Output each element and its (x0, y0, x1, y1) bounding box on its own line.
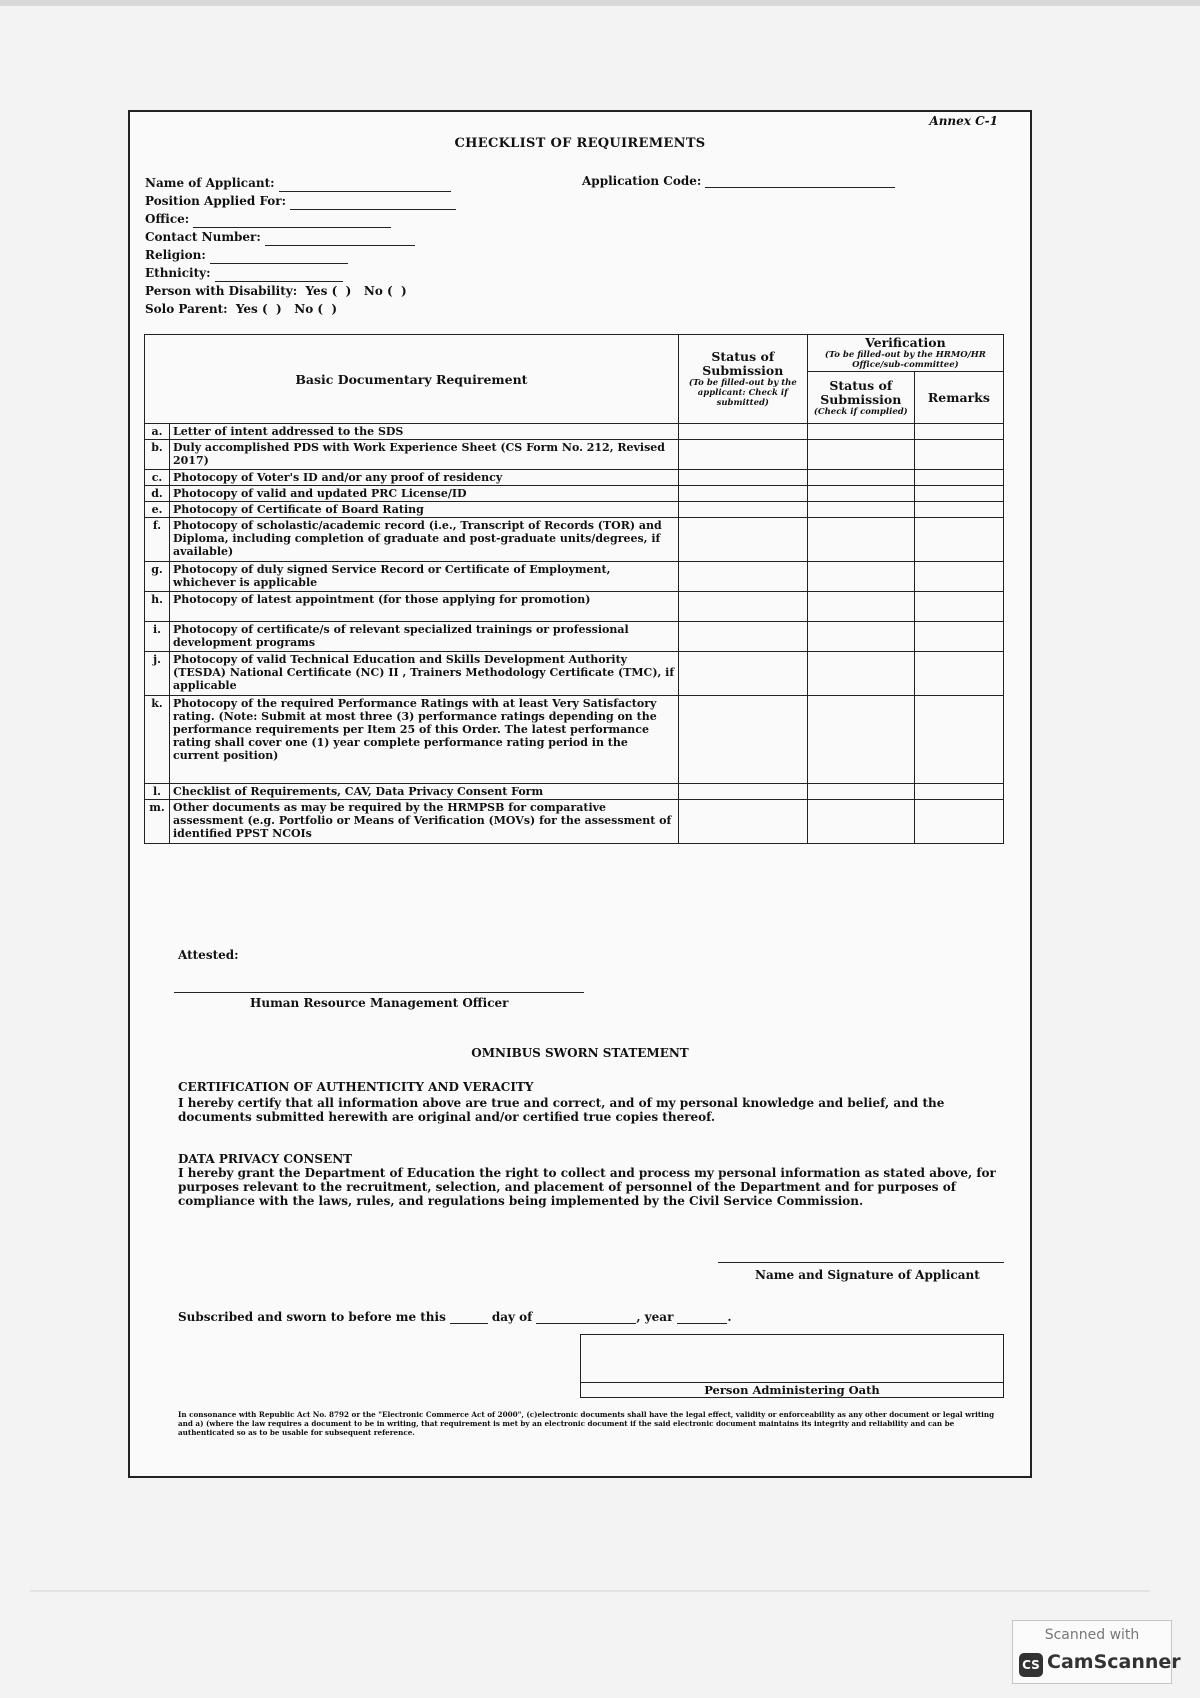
remarks-cell[interactable] (914, 696, 1003, 784)
col-remarks: Remarks (914, 372, 1003, 424)
row-letter: d. (145, 486, 170, 502)
status-cell[interactable] (678, 518, 807, 562)
row-requirement: Checklist of Requirements, CAV, Data Privacy Consent Form (170, 784, 679, 800)
verification-status-cell[interactable] (807, 696, 914, 784)
field-name (145, 174, 456, 192)
scan-edge-bottom (30, 1590, 1150, 1592)
remarks-cell[interactable] (914, 622, 1003, 652)
remarks-cell[interactable] (914, 784, 1003, 800)
status-cell[interactable] (678, 440, 807, 470)
verification-status-cell[interactable] (807, 652, 914, 696)
ethnicity-input[interactable] (215, 269, 343, 282)
remarks-cell[interactable] (914, 486, 1003, 502)
remarks-cell[interactable] (914, 592, 1003, 622)
requirements-table (144, 334, 1004, 844)
col-verification-label: Verification (865, 335, 946, 350)
row-requirement: Photocopy of Certificate of Board Rating (170, 502, 679, 518)
sworn-month-input[interactable] (536, 1311, 636, 1324)
row-letter: m. (145, 800, 170, 844)
row-letter: a. (145, 424, 170, 440)
col-status (678, 335, 807, 424)
row-letter: l. (145, 784, 170, 800)
row-requirement: Photocopy of certificate/s of relevant specialized trainings or professional development programs (170, 622, 679, 652)
table-row (145, 592, 1004, 622)
field-religion (145, 246, 456, 264)
table-row (145, 486, 1004, 502)
field-ethnicity-label: Ethnicity: (145, 266, 211, 280)
field-position (145, 192, 456, 210)
remarks-cell[interactable] (914, 518, 1003, 562)
table-row (145, 502, 1004, 518)
sworn-end: . (727, 1310, 732, 1324)
status-cell[interactable] (678, 622, 807, 652)
row-requirement: Photocopy of valid Technical Education and Skills Development Authority (TESDA) National Certificate (NC) II , Trainers Methodology Certificate (TMC), if applicable (170, 652, 679, 696)
row-letter: c. (145, 470, 170, 486)
watermark-brand: CamScanner (1047, 1651, 1181, 1673)
certification-text: I hereby certify that all information above are true and correct, and of my personal knowledge and belief, and the documents submitted herewith are original and/or certified true copies thereof. (178, 1096, 945, 1124)
field-office-label: Office: (145, 212, 190, 226)
omnibus-title: OMNIBUS SWORN STATEMENT (471, 1046, 689, 1060)
row-requirement: Photocopy of latest appointment (for those applying for promotion) (170, 592, 679, 622)
status-cell[interactable] (678, 424, 807, 440)
table-row (145, 800, 1004, 844)
row-requirement: Duly accomplished PDS with Work Experience Sheet (CS Form No. 212, Revised 2017) (170, 440, 679, 470)
legal-fine-print: In consonance with Republic Act No. 8792 or the "Electronic Commerce Act of 2000", (c)electronic documents shall have the legal effect, validity or enforceability as any other document or legal writing and a) (where the law requires a document to be in writing, that requirement is met by an electronic document if the said electronic document maintains its integrity and reliability and can be authenticated so as to be usable for subsequent reference. (178, 1410, 995, 1437)
application-code-label: Application Code: (582, 174, 702, 188)
row-letter: f. (145, 518, 170, 562)
row-requirement: Photocopy of duly signed Service Record or Certificate of Employment, whichever is applicable (170, 562, 679, 592)
applicant-signature-line[interactable] (718, 1262, 1004, 1263)
col-verification-note: (To be filled-out by the HRMO/HR Office/sub-committee) (824, 350, 986, 370)
row-requirement: Letter of intent addressed to the SDS (170, 424, 679, 440)
row-letter: k. (145, 696, 170, 784)
annex-label: Annex C-1 (929, 114, 998, 128)
verification-status-cell[interactable] (807, 486, 914, 502)
row-letter: g. (145, 562, 170, 592)
field-contact (145, 228, 456, 246)
verification-status-cell[interactable] (807, 622, 914, 652)
field-name-label: Name of Applicant: (145, 176, 275, 190)
sworn-year-input[interactable] (677, 1311, 727, 1324)
remarks-cell[interactable] (914, 652, 1003, 696)
col-ver-status (807, 372, 914, 424)
status-cell[interactable] (678, 592, 807, 622)
field-ethnicity (145, 264, 456, 282)
col-verification (807, 335, 1003, 372)
sworn-day-of: day of (491, 1310, 533, 1324)
table-row (145, 652, 1004, 696)
verification-status-cell[interactable] (807, 784, 914, 800)
sworn-day-input[interactable] (450, 1311, 488, 1324)
hrmo-signature-line[interactable] (174, 992, 584, 993)
certification-heading: CERTIFICATION OF AUTHENTICITY AND VERACITY (178, 1080, 534, 1094)
verification-status-cell[interactable] (807, 470, 914, 486)
row-letter: i. (145, 622, 170, 652)
col-requirement: Basic Documentary Requirement (145, 335, 679, 424)
field-position-label: Position Applied For: (145, 194, 287, 208)
table-row (145, 696, 1004, 784)
sworn-statement (178, 1310, 732, 1324)
status-cell[interactable] (678, 696, 807, 784)
table-row (145, 784, 1004, 800)
verification-status-cell[interactable] (807, 502, 914, 518)
oath-label: Person Administering Oath (704, 1383, 880, 1397)
privacy-heading: DATA PRIVACY CONSENT (178, 1152, 353, 1166)
table-row (145, 470, 1004, 486)
col-status-note: (To be filled-out by the applicant: Check if submitted) (688, 378, 797, 408)
privacy-text: I hereby grant the Department of Education the right to collect and process my personal information as stated above, for purposes relevant to the recruitment, selection, and placement of personnel of the Department and for purposes of compliance with the laws, rules, and regulations being implemented by the Civil Service Commission. (178, 1166, 996, 1208)
remarks-cell[interactable] (914, 562, 1003, 592)
table-row (145, 440, 1004, 470)
col-ver-status-label: Status of Submission (820, 377, 902, 407)
position-input[interactable] (290, 197, 456, 210)
office-input[interactable] (193, 215, 391, 228)
attested-label: Attested: (178, 948, 239, 962)
application-code-input[interactable] (705, 175, 895, 188)
col-status-label: Status of Submission (702, 349, 784, 378)
religion-input[interactable] (210, 251, 348, 264)
status-cell[interactable] (678, 502, 807, 518)
status-cell[interactable] (678, 562, 807, 592)
col-ver-status-note: (Check if complied) (813, 406, 908, 417)
row-requirement: Photocopy of valid and updated PRC License/ID (170, 486, 679, 502)
status-cell[interactable] (678, 486, 807, 502)
row-letter: b. (145, 440, 170, 470)
verification-status-cell[interactable] (807, 800, 914, 844)
scan-edge-top (0, 0, 1200, 6)
page-title: CHECKLIST OF REQUIREMENTS (454, 136, 706, 151)
status-cell[interactable] (678, 800, 807, 844)
applicant-signature-label: Name and Signature of Applicant (755, 1268, 980, 1282)
verification-status-cell[interactable] (807, 592, 914, 622)
field-religion-label: Religion: (145, 248, 206, 262)
table-row (145, 562, 1004, 592)
field-pwd[interactable]: Person with Disability: Yes ( ) No ( ) (145, 284, 407, 298)
watermark-line1: Scanned with (1044, 1627, 1140, 1643)
camscanner-logo-icon: CS (1019, 1653, 1043, 1677)
contact-input[interactable] (265, 233, 415, 246)
row-letter: e. (145, 502, 170, 518)
table-row (145, 518, 1004, 562)
remarks-cell[interactable] (914, 440, 1003, 470)
hrmo-label: Human Resource Management Officer (250, 996, 509, 1010)
oath-signature-box[interactable] (580, 1334, 1004, 1398)
verification-status-cell[interactable] (807, 562, 914, 592)
field-solo-parent[interactable]: Solo Parent: Yes ( ) No ( ) (145, 302, 338, 316)
remarks-cell[interactable] (914, 470, 1003, 486)
remarks-cell[interactable] (914, 502, 1003, 518)
row-letter: j. (145, 652, 170, 696)
sworn-prefix: Subscribed and sworn to before me this (178, 1310, 446, 1324)
verification-status-cell[interactable] (807, 518, 914, 562)
field-office (145, 210, 456, 228)
status-cell[interactable] (678, 652, 807, 696)
field-contact-label: Contact Number: (145, 230, 261, 244)
status-cell[interactable] (678, 784, 807, 800)
remarks-cell[interactable] (914, 800, 1003, 844)
table-row (145, 424, 1004, 440)
row-letter: h. (145, 592, 170, 622)
remarks-cell[interactable] (914, 424, 1003, 440)
field-application-code (582, 174, 895, 188)
row-requirement: Other documents as may be required by the HRMPSB for comparative assessment (e.g. Portfolio or Means of Verification (MOVs) for the assessment of identified PPST NCOIs (170, 800, 679, 844)
camscanner-watermark (1012, 1620, 1181, 1684)
form-sheet (128, 110, 1032, 1478)
sworn-year-label: , year (636, 1310, 674, 1324)
applicant-fields (145, 174, 456, 318)
row-requirement: Photocopy of Voter's ID and/or any proof of residency (170, 470, 679, 486)
row-requirement: Photocopy of scholastic/academic record (i.e., Transcript of Records (TOR) and Diploma, including completion of graduate and post-graduate units/degrees, if available) (170, 518, 679, 562)
table-row (145, 622, 1004, 652)
name-input[interactable] (279, 179, 451, 192)
verification-status-cell[interactable] (807, 440, 914, 470)
verification-status-cell[interactable] (807, 424, 914, 440)
row-requirement: Photocopy of the required Performance Ratings with at least Very Satisfactory rating. (Note: Submit at most three (3) performance ratings depending on the performance requirements per Item 25 of this Order. The latest performance rating shall cover one (1) year complete performance rating period in the current position) (170, 696, 679, 784)
status-cell[interactable] (678, 470, 807, 486)
